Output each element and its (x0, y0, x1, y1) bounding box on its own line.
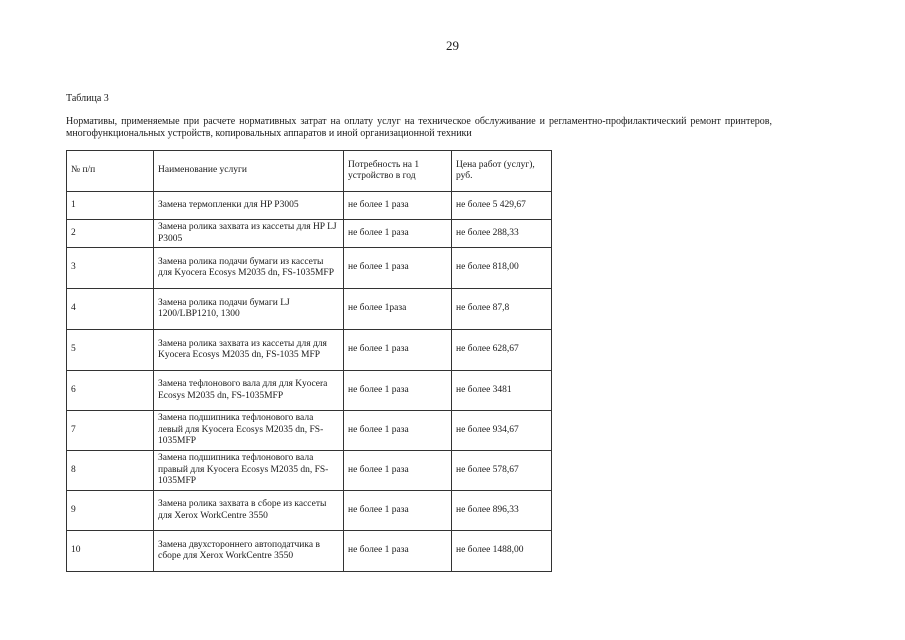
row-number: 4 (67, 289, 154, 330)
table-row (67, 371, 552, 411)
norms-table (66, 150, 552, 572)
row-number: 6 (67, 371, 154, 411)
row-service: Замена двухстороннего автоподатчика в сборе для Xerox WorkCentre 3550 (154, 531, 344, 572)
header-need: Потребность на 1 устройство в год (344, 151, 452, 192)
row-number: 2 (67, 220, 154, 248)
row-service: Замена тефлонового вала для для Kyocera Ecosys M2035 dn, FS-1035MFP (154, 371, 344, 411)
row-number: 8 (67, 451, 154, 491)
table-row (67, 289, 552, 330)
header-price: Цена работ (услуг), руб. (452, 151, 552, 192)
row-number: 1 (67, 192, 154, 220)
row-need: не более 1 раза (344, 371, 452, 411)
row-number: 9 (67, 491, 154, 531)
header-number: № п/п (67, 151, 154, 192)
row-need: не более 1 раза (344, 531, 452, 572)
row-service: Замена термопленки для HP P3005 (154, 192, 344, 220)
row-price: не более 628,67 (452, 330, 552, 371)
row-need: не более 1 раза (344, 491, 452, 531)
row-service: Замена ролика захвата из кассеты для для Kyocera Ecosys M2035 dn, FS-1035 MFP (154, 330, 344, 371)
row-price: не более 934,67 (452, 411, 552, 451)
row-price: не более 818,00 (452, 248, 552, 289)
row-need: не более 1раза (344, 289, 452, 330)
table-row (67, 330, 552, 371)
row-price: не более 288,33 (452, 220, 552, 248)
table-row (67, 220, 552, 248)
table-row (67, 248, 552, 289)
table-label: Таблица 3 (66, 93, 109, 104)
row-service: Замена ролика подачи бумаги LJ 1200/LBP1210, 1300 (154, 289, 344, 330)
row-need: не более 1 раза (344, 248, 452, 289)
row-price: не более 896,33 (452, 491, 552, 531)
table-row (67, 411, 552, 451)
row-need: не более 1 раза (344, 411, 452, 451)
row-service: Замена подшипника тефлонового вала правый для Kyocera Ecosys M2035 dn, FS-1035MFP (154, 451, 344, 491)
header-service: Наименование услуги (154, 151, 344, 192)
table-row (67, 531, 552, 572)
row-service: Замена ролика захвата в сборе из кассеты для Xerox WorkCentre 3550 (154, 491, 344, 531)
row-price: не более 5 429,67 (452, 192, 552, 220)
table-row (67, 491, 552, 531)
row-number: 7 (67, 411, 154, 451)
row-need: не более 1 раза (344, 330, 452, 371)
table-row (67, 192, 552, 220)
row-need: не более 1 раза (344, 192, 452, 220)
page-number: 29 (446, 38, 459, 53)
row-price: не более 1488,00 (452, 531, 552, 572)
row-need: не более 1 раза (344, 220, 452, 248)
row-service: Замена ролика подачи бумаги из кассеты для Kyocera Ecosys M2035 dn, FS-1035MFP (154, 248, 344, 289)
table-row (67, 451, 552, 491)
row-number: 5 (67, 330, 154, 371)
row-price: не более 3481 (452, 371, 552, 411)
table-heading: Нормативы, применяемые при расчете нормативных затрат на оплату услуг на техническое обслуживание и регламентно-профилактический ремонт принтеров, многофункциональных устройств, копировальных аппаратов и иной организационной техники (66, 116, 772, 139)
table-header-row (67, 151, 552, 192)
row-price: не более 87,8 (452, 289, 552, 330)
row-need: не более 1 раза (344, 451, 452, 491)
row-service: Замена ролика захвата из кассеты для HP LJ P3005 (154, 220, 344, 248)
row-number: 10 (67, 531, 154, 572)
row-number: 3 (67, 248, 154, 289)
row-price: не более 578,67 (452, 451, 552, 491)
row-service: Замена подшипника тефлонового вала левый для Kyocera Ecosys M2035 dn, FS-1035MFP (154, 411, 344, 451)
